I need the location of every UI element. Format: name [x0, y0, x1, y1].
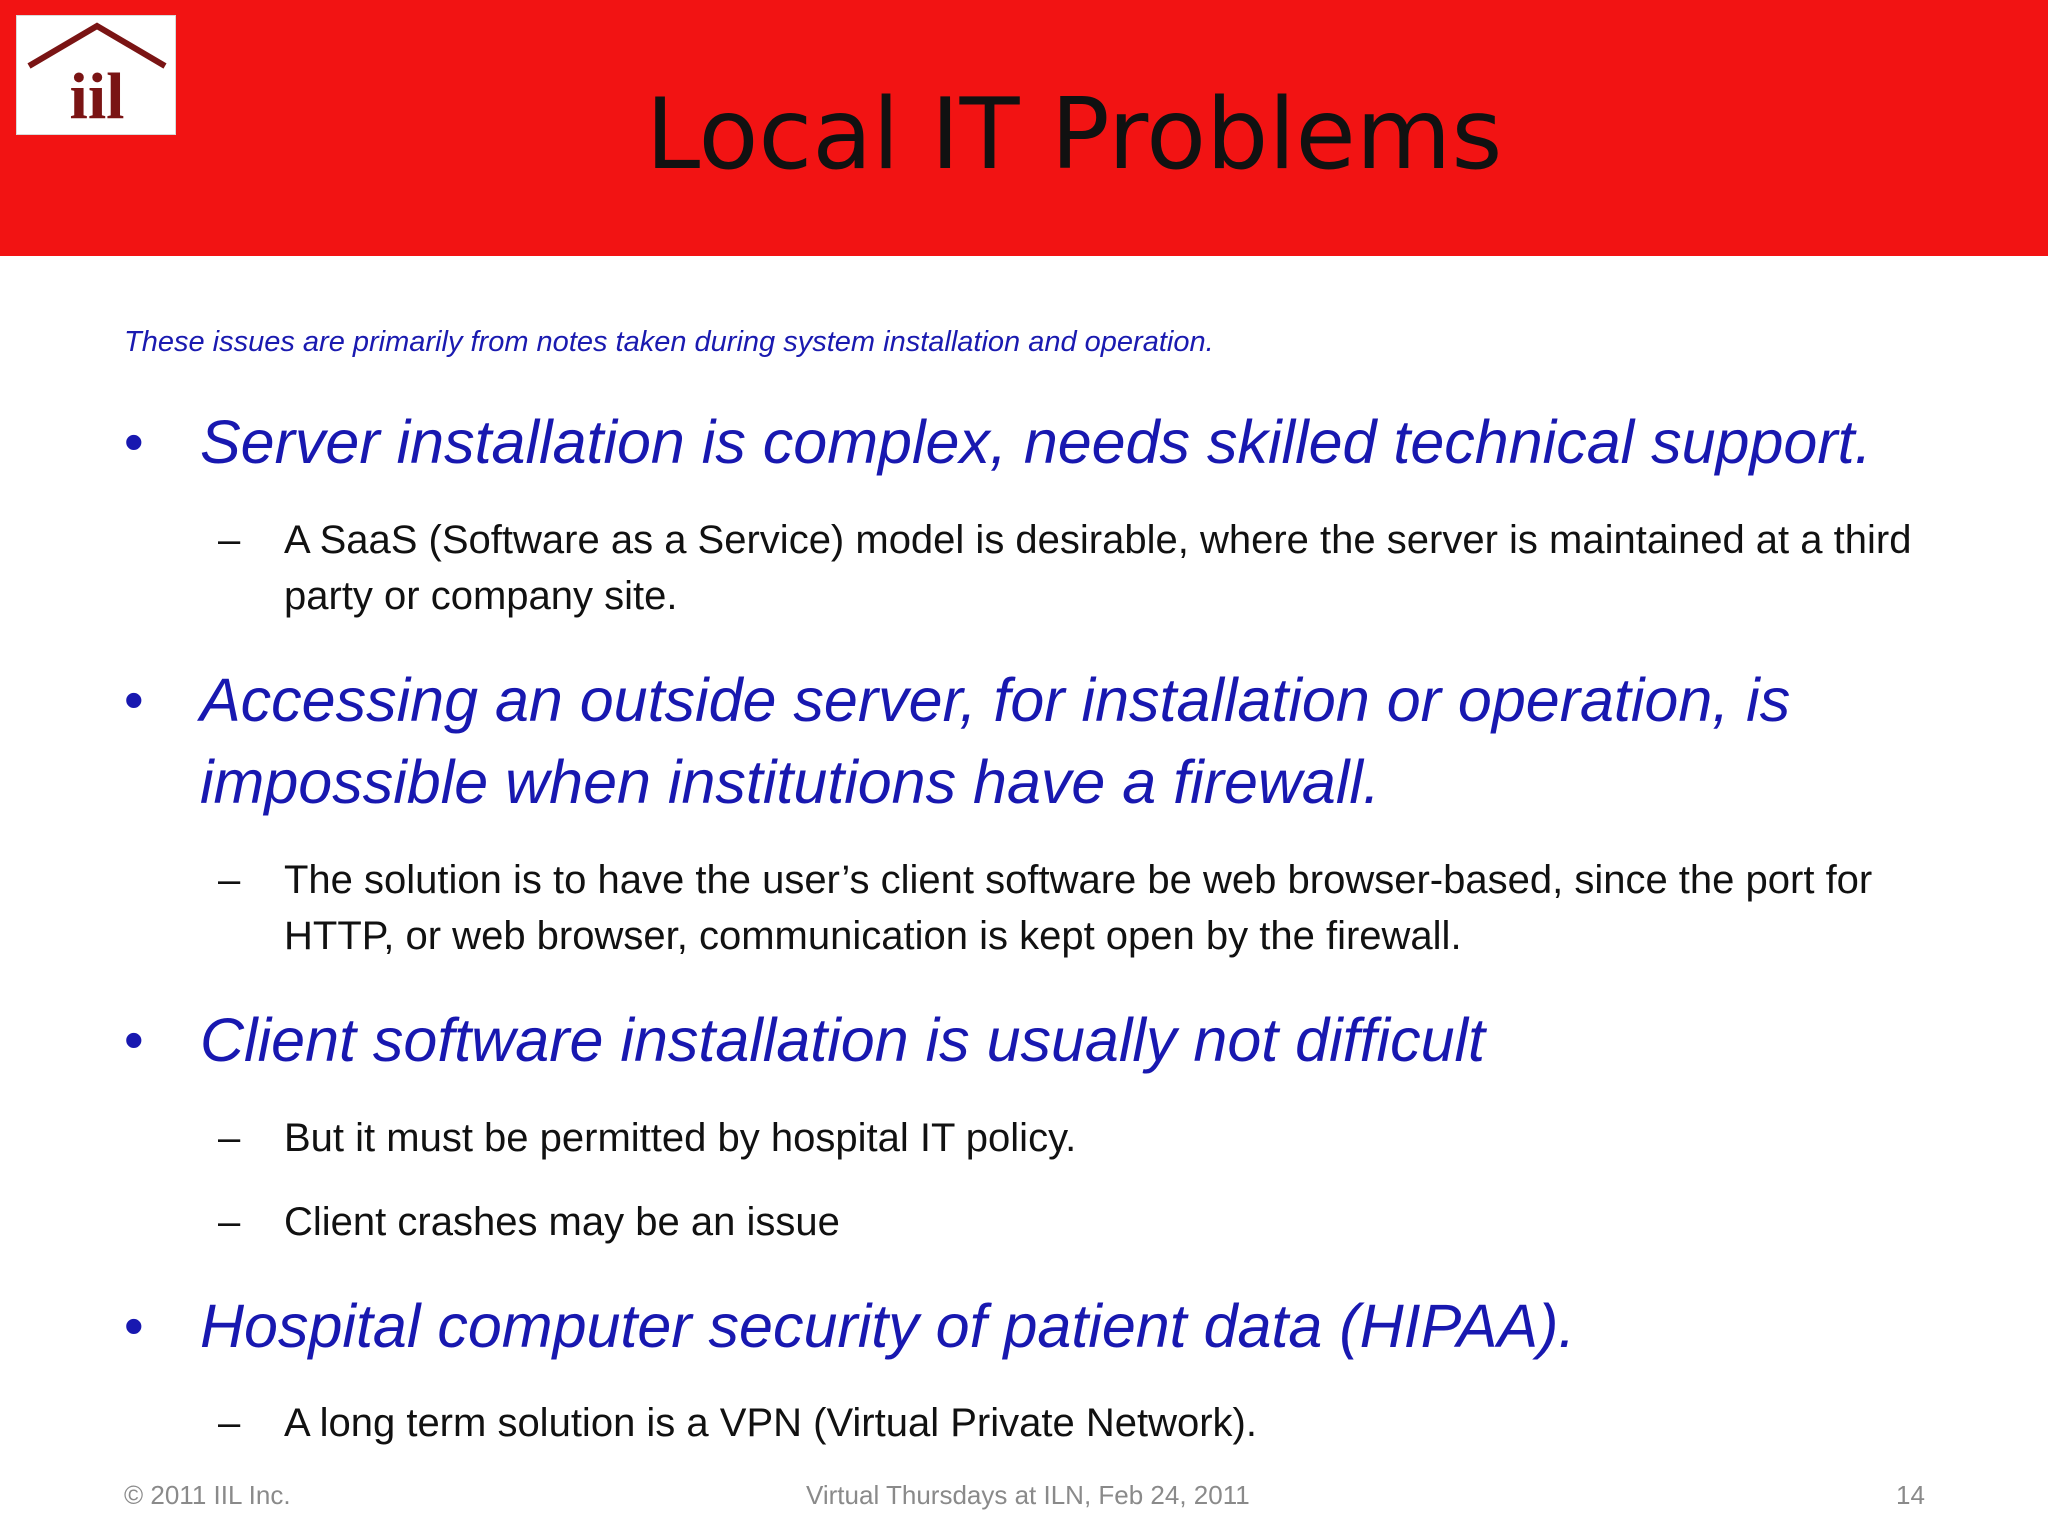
- sub-text: The solution is to have the user’s client software be web browser-based, since the port for HTTP, or web browser, communication is kept open by the firewall.: [284, 858, 1873, 958]
- bullet-symbol: •: [124, 1294, 144, 1357]
- sub-item: [218, 512, 1918, 624]
- sub-text: Client crashes may be an issue: [284, 1200, 840, 1244]
- intro-note: These issues are primarily from notes taken during system installation and operation.: [124, 326, 1214, 358]
- slide-title: Local IT Problems: [645, 78, 1503, 192]
- bullet-item: [124, 401, 1964, 483]
- sub-item: [218, 852, 1918, 964]
- dash-symbol: –: [218, 1401, 241, 1445]
- bullet-text: Client software installation is usually not difficult: [200, 1006, 1485, 1074]
- title-bar: [0, 0, 2048, 256]
- bullet-symbol: •: [124, 410, 144, 473]
- bullet-symbol: •: [124, 668, 144, 731]
- bullet-text: Server installation is complex, needs skilled technical support.: [200, 408, 1872, 476]
- dash-symbol: –: [218, 858, 241, 902]
- sub-text: But it must be permitted by hospital IT policy.: [284, 1116, 1077, 1160]
- bullet-text: Hospital computer security of patient data (HIPAA).: [200, 1292, 1576, 1360]
- footer-event: Virtual Thursdays at ILN, Feb 24, 2011: [806, 1480, 1250, 1510]
- bullet-item: [124, 999, 1964, 1081]
- footer-copyright: © 2011 IIL Inc.: [124, 1480, 291, 1510]
- bullet-item: [124, 659, 1964, 823]
- bullet-text: Accessing an outside server, for installation or operation, is impossible when institutions have a firewall.: [200, 666, 1791, 816]
- sub-item: [218, 1110, 1918, 1166]
- dash-symbol: –: [218, 518, 241, 562]
- bullet-symbol: •: [124, 1008, 144, 1071]
- footer-page-number: 14: [1896, 1480, 1925, 1510]
- sub-item: [218, 1395, 1918, 1451]
- sub-text: A long term solution is a VPN (Virtual Private Network).: [284, 1401, 1257, 1445]
- dash-symbol: –: [218, 1116, 241, 1160]
- bullet-item: [124, 1285, 1964, 1367]
- sub-text: A SaaS (Software as a Service) model is desirable, where the server is maintained at a third party or company site.: [284, 518, 1912, 618]
- dash-symbol: –: [218, 1200, 241, 1244]
- sub-item: [218, 1194, 1918, 1250]
- logo-text: iil: [69, 60, 125, 133]
